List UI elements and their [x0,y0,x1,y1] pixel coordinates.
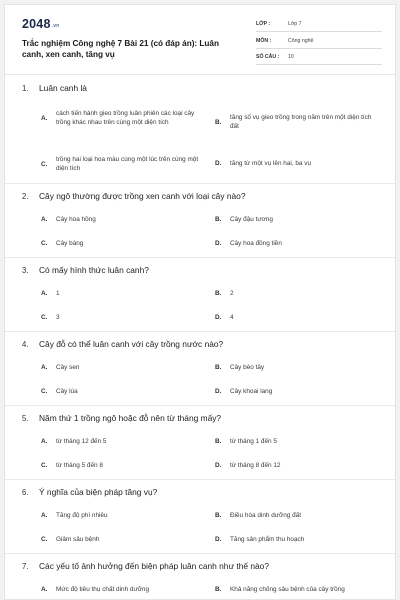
option-b[interactable] [215,585,385,594]
question-number: 5. [22,413,29,423]
question-4 [22,339,382,401]
option-text: từ tháng 1 đến 5 [230,438,277,445]
option-a[interactable] [41,585,211,594]
option-a[interactable] [41,109,201,127]
option-b[interactable] [215,437,375,446]
option-text: Cây lúa [56,388,78,395]
question-5 [22,413,382,475]
meta-value: 10 [288,54,294,60]
option-text: 1 [56,290,60,297]
option-a[interactable] [41,511,201,520]
meta-panel [256,17,382,67]
option-text: 3 [56,314,60,321]
option-d[interactable] [215,461,375,470]
meta-key: LỚP : [256,21,271,27]
question-number: 1. [22,83,29,93]
worksheet-page [4,4,396,600]
option-text: Cây khoai lang [230,388,273,395]
option-b[interactable] [215,215,375,224]
option-letter: B. [215,364,222,371]
option-text: tăng từ một vụ lên hai, ba vụ [230,160,312,167]
question-text: Cây ngô thường được trồng xen canh với loại cây nào? [39,191,246,201]
question-7 [22,561,382,600]
question-text: Cây đỗ có thể luân canh với cây trồng nước nào? [39,339,224,349]
option-d[interactable] [215,387,375,396]
option-letter: C. [41,388,48,395]
question-number: 2. [22,191,29,201]
question-text: Ý nghĩa của biện pháp tăng vụ? [39,487,158,497]
option-letter: D. [215,462,222,469]
option-a[interactable] [41,215,201,224]
option-text: tăng số vụ gieo trồng trong năm trên một diện tích đất [230,114,372,130]
question-2 [22,191,382,253]
option-d[interactable] [215,159,375,168]
question-divider [5,331,395,332]
page-title: Trắc nghiệm Công nghệ 7 Bài 21 (có đáp án): Luân canh, xen canh, tăng vụ [22,39,219,59]
question-3 [22,265,382,327]
option-letter: A. [41,216,48,223]
question-text: Có mấy hình thức luân canh? [39,265,149,275]
option-text: Giảm sâu bệnh [56,536,100,543]
option-c[interactable] [41,535,201,544]
option-c[interactable] [41,313,201,322]
option-letter: C. [41,160,48,168]
option-letter: D. [215,388,222,395]
option-text: Cây bàng [56,240,84,247]
meta-row-subject [256,34,382,49]
option-text: từ tháng 5 đến 8 [56,462,103,469]
option-d[interactable] [215,535,375,544]
option-text: trồng hai loại hoa màu cùng một lúc trên cùng một diện tích [56,156,199,172]
meta-value: Công nghệ [288,37,314,44]
option-text: Cây hoa đồng tiền [230,240,282,247]
option-text: Cây hoa hồng [56,216,96,223]
option-b[interactable] [215,511,375,520]
option-letter: C. [41,536,48,543]
option-text: Khả năng chống sâu bệnh của cây trồng [230,586,345,593]
option-text: Mức độ tiêu thụ chất dinh dưỡng [56,586,150,593]
option-b[interactable] [215,289,375,298]
meta-key: SỐ CÂU : [256,54,280,60]
option-letter: A. [41,114,48,122]
option-text: 4 [230,314,234,321]
meta-row-count [256,50,382,65]
option-text: 2 [230,290,234,297]
option-text: cách tiến hành gieo trồng luân phiên các loại cây trồng khác nhau trên cùng một diện tích [56,110,195,126]
option-letter: A. [41,290,48,297]
option-a[interactable] [41,289,201,298]
option-d[interactable] [215,239,375,248]
site-logo[interactable]: 2048.vn [22,17,60,31]
option-c[interactable] [41,461,201,470]
question-number: 7. [22,561,29,571]
option-text: Cây sen [56,364,80,371]
option-text: Cây bèo tây [230,364,265,371]
question-divider [5,183,395,184]
option-text: từ tháng 8 đến 12 [230,462,281,469]
option-letter: C. [41,314,48,321]
question-number: 6. [22,487,29,497]
option-letter: D. [215,536,222,543]
meta-key: MÔN : [256,37,272,44]
option-letter: D. [215,240,222,247]
option-letter: B. [215,586,222,593]
option-letter: D. [215,160,222,167]
question-text: Luân canh là [39,83,87,93]
option-letter: A. [41,438,48,445]
worksheet-header [5,5,395,75]
option-letter: B. [215,512,222,519]
option-letter: B. [215,118,222,126]
option-b[interactable] [215,113,375,131]
question-text: Năm thứ 1 trồng ngô hoặc đỗ nên từ tháng mấy? [39,413,222,423]
option-d[interactable] [215,313,375,322]
option-c[interactable] [41,155,201,173]
option-text: Điều hòa dinh dưỡng đất [230,512,302,519]
option-letter: B. [215,290,222,297]
question-divider [5,257,395,258]
question-6 [22,487,382,549]
question-number: 4. [22,339,29,349]
question-divider [5,479,395,480]
question-number: 3. [22,265,29,275]
option-letter: D. [215,314,222,321]
option-letter: B. [215,216,222,223]
option-c[interactable] [41,239,201,248]
option-c[interactable] [41,387,201,396]
option-letter: C. [41,462,48,469]
option-text: Tăng độ phì nhiêu [56,512,108,519]
option-letter: C. [41,240,48,247]
option-b[interactable] [215,363,375,372]
option-letter: A. [41,586,48,593]
meta-row-class [256,17,382,32]
question-text: Các yếu tố ảnh hưởng đến biện pháp luân canh như thế nào? [39,561,269,571]
option-letter: B. [215,438,222,445]
option-text: từ tháng 12 đến 5 [56,438,107,445]
option-text: Cây đậu tương [230,216,273,223]
question-1 [22,83,382,181]
option-a[interactable] [41,363,201,372]
question-divider [5,553,395,554]
question-divider [5,405,395,406]
meta-value: Lớp 7 [288,21,302,27]
option-a[interactable] [41,437,201,446]
option-letter: A. [41,364,48,371]
option-letter: A. [41,512,48,519]
option-text: Tăng sản phẩm thu hoạch [230,536,305,543]
